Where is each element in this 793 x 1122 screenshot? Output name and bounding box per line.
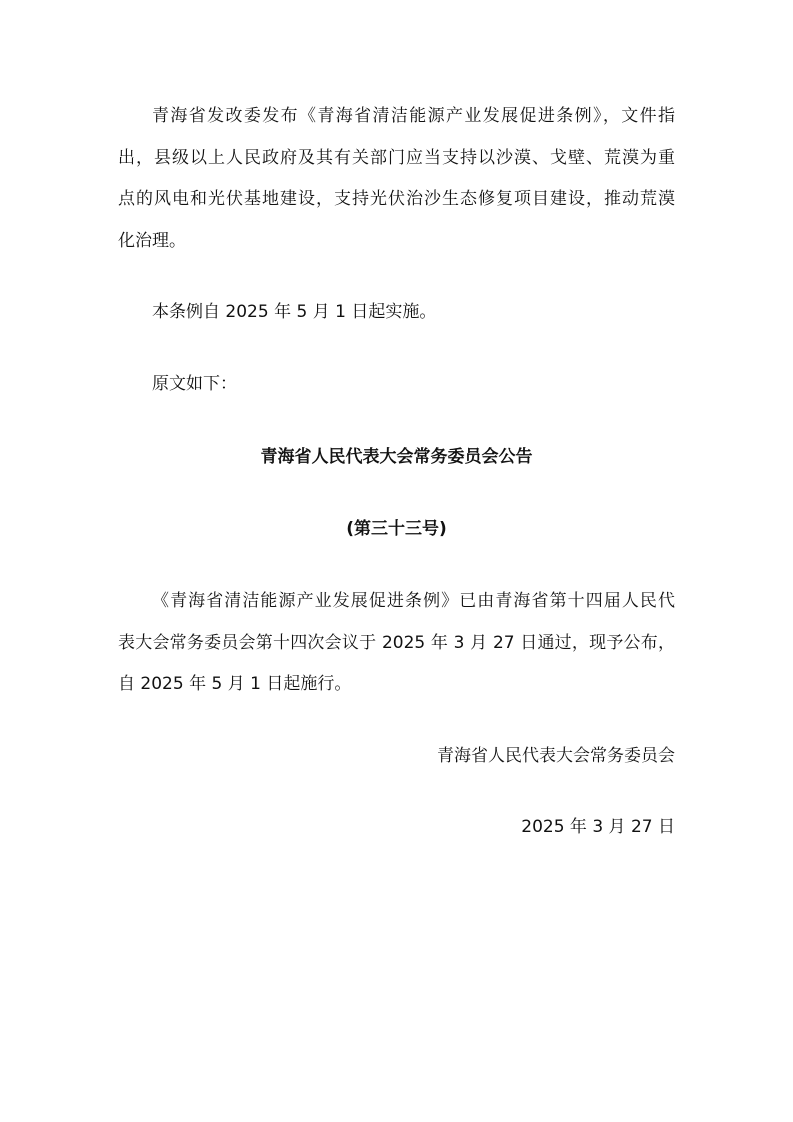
date-text: 2025 年 3 月 27 日 [521, 817, 675, 837]
text-line: 自 2025 年 5 月 1 日起施行。 [118, 674, 352, 694]
text-line: 表大会常务委员会第十四次会议于 2025 年 3 月 27 日通过，现予公布， [118, 632, 675, 653]
text-line: 出，县级以上人民政府及其有关部门应当支持以沙漠、戈壁、荒漠为重 [118, 147, 675, 168]
text-line: 点的风电和光伏基地建设，支持光伏治沙生态修复项目建设，推动荒漠 [118, 189, 675, 209]
announcement-number [118, 509, 675, 551]
original-text-label [118, 364, 675, 406]
announcement-title [118, 437, 675, 479]
text-line: 青海省发改委发布《青海省清洁能源产业发展促进条例》，文件指 [152, 106, 675, 126]
text-line: 《青海省清洁能源产业发展促进条例》已由青海省第十四届人民代 [152, 591, 675, 611]
announcement-body [118, 581, 675, 706]
text-line: 原文如下： [152, 374, 237, 394]
heading: 青海省人民代表大会常务委员会公告 [260, 447, 533, 467]
effective-date-paragraph [118, 292, 675, 334]
signature [118, 736, 675, 778]
date [118, 807, 675, 849]
intro-paragraph [118, 96, 675, 262]
signature-text: 青海省人民代表大会常务委员会 [437, 746, 675, 766]
text-line: 本条例自 2025 年 5 月 1 日起实施。 [152, 302, 437, 322]
text-line: 化治理。 [118, 230, 186, 251]
heading: (第三十三号) [346, 519, 447, 539]
